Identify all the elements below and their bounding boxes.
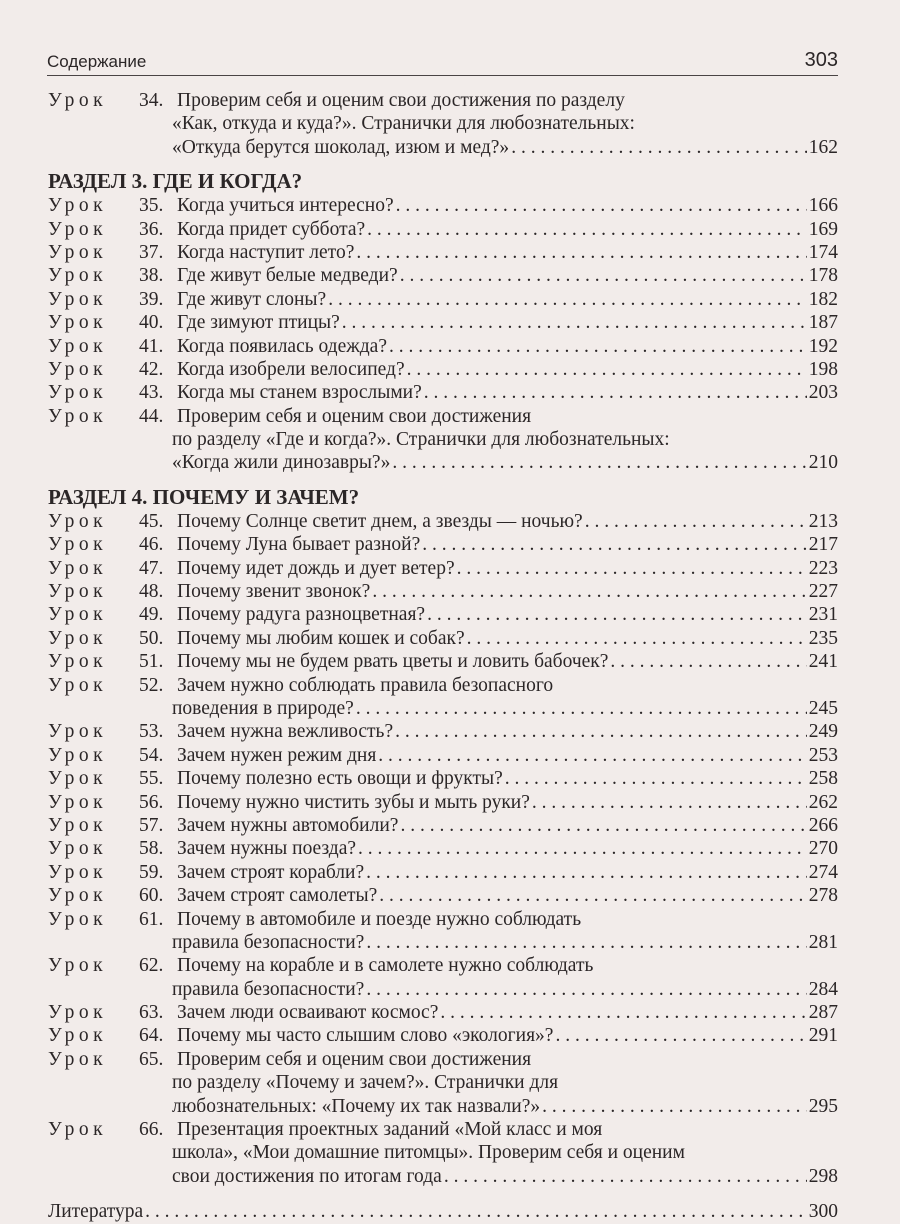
page-number: 162 <box>808 136 838 158</box>
lesson-number: 61. <box>139 908 164 930</box>
lesson-number: 45. <box>139 510 164 532</box>
toc-entry <box>48 791 838 814</box>
toc-entry <box>48 405 838 475</box>
entry-line <box>48 1024 838 1047</box>
entry-line <box>48 603 838 626</box>
entry-title: Где зимуют птицы? <box>177 312 340 334</box>
page-number: 281 <box>808 931 838 953</box>
entry-title: Когда изобрели велосипед? <box>177 358 405 380</box>
entry-line <box>48 510 838 533</box>
dot-leader <box>511 136 807 159</box>
lesson-number: 57. <box>139 814 164 836</box>
lesson-number: 43. <box>139 382 164 404</box>
entry-title: Когда появилась одежда? <box>177 335 387 357</box>
entry-line <box>48 241 838 264</box>
page-number: 227 <box>808 581 838 603</box>
entry-title: Зачем нужна вежливость? <box>177 721 394 743</box>
lesson-number: 36. <box>139 218 164 240</box>
entry-line <box>48 767 838 790</box>
entry-title: Зачем строят корабли? <box>177 861 365 883</box>
page-number: 241 <box>808 651 838 673</box>
lesson-label: Урок <box>48 768 108 790</box>
page-number: 210 <box>808 452 838 474</box>
entry-title: по разделу «Почему и зачем?». Странички для <box>172 1072 559 1094</box>
dot-leader <box>424 381 807 404</box>
lesson-number: 65. <box>139 1048 164 1070</box>
lesson-number: 63. <box>139 1002 164 1024</box>
lesson-number: 55. <box>139 768 164 790</box>
toc-entry <box>48 1001 838 1024</box>
dot-leader <box>389 335 807 358</box>
lesson-number: 37. <box>139 241 164 263</box>
lesson-number: 59. <box>139 861 164 883</box>
dot-leader <box>444 1165 807 1188</box>
toc-entry <box>48 381 838 404</box>
entry-title: Когда наступит лето? <box>177 241 355 263</box>
toc-entry <box>48 603 838 626</box>
lesson-number: 64. <box>139 1025 164 1047</box>
entry-line <box>48 744 838 767</box>
lesson-number: 48. <box>139 581 164 603</box>
lesson-label: Урок <box>48 721 108 743</box>
page-number: 266 <box>808 814 838 836</box>
entry-title: «Как, откуда и куда?». Странички для любознательных: <box>172 113 635 135</box>
lesson-label: Урок <box>48 1025 108 1047</box>
lesson-number: 41. <box>139 335 164 357</box>
entry-line <box>48 627 838 650</box>
toc-entry <box>48 861 838 884</box>
dot-leader <box>396 194 807 217</box>
lesson-label: Урок <box>48 604 108 626</box>
entry-title: Зачем строят самолеты? <box>177 885 378 907</box>
dot-leader <box>542 1095 807 1118</box>
dot-leader <box>532 791 807 814</box>
lesson-number: 38. <box>139 265 164 287</box>
lesson-label: Урок <box>48 791 108 813</box>
dot-leader <box>395 720 807 743</box>
page-number: 274 <box>808 861 838 883</box>
header-title: Содержание <box>47 52 147 71</box>
entry-line <box>48 451 838 474</box>
lesson-number: 39. <box>139 288 164 310</box>
page-number: 258 <box>808 768 838 790</box>
toc-entry <box>48 744 838 767</box>
entry-title: Почему мы любим кошек и собак? <box>177 627 465 649</box>
entry-title: Когда придет суббота? <box>177 218 366 240</box>
page-number: 223 <box>808 557 838 579</box>
entry-line <box>48 1001 838 1024</box>
entry-title: Почему мы не будем рвать цветы и ловить бабочек? <box>177 651 609 673</box>
toc-entry <box>48 674 838 721</box>
dot-leader <box>400 264 807 287</box>
running-header <box>47 44 838 76</box>
entry-line <box>48 194 838 217</box>
entry-title: Почему мы часто слышим слово «экология»? <box>177 1025 554 1047</box>
lesson-label: Урок <box>48 814 108 836</box>
toc-entry <box>48 1048 838 1118</box>
toc-entry <box>48 510 838 533</box>
toc-entry <box>48 767 838 790</box>
toc-entry <box>48 533 838 556</box>
entry-line <box>48 1141 838 1164</box>
page-number: 253 <box>808 744 838 766</box>
toc-entry <box>48 837 838 860</box>
dot-leader <box>505 767 807 790</box>
lesson-number: 66. <box>139 1119 164 1141</box>
lesson-number: 44. <box>139 405 164 427</box>
entry-line <box>48 931 838 954</box>
page-number: 192 <box>808 335 838 357</box>
lesson-number: 40. <box>139 312 164 334</box>
entry-title: Почему радуга разноцветная? <box>177 604 426 626</box>
page-number: 270 <box>808 838 838 860</box>
page-number: 203 <box>808 382 838 404</box>
entry-line <box>48 218 838 241</box>
toc-entry <box>48 650 838 673</box>
dot-leader <box>328 288 807 311</box>
lesson-label: Урок <box>48 838 108 860</box>
toc-entry <box>48 89 838 159</box>
dot-leader <box>366 861 807 884</box>
dot-leader <box>585 510 807 533</box>
page-number: 245 <box>808 697 838 719</box>
dot-leader <box>372 580 806 603</box>
dot-leader <box>422 533 806 556</box>
lesson-number: 46. <box>139 534 164 556</box>
lesson-number: 62. <box>139 955 164 977</box>
toc-entry <box>48 358 838 381</box>
dot-leader <box>367 218 807 241</box>
dot-leader <box>457 557 807 580</box>
section-heading: РАЗДЕЛ 4. ПОЧЕМУ И ЗАЧЕМ? <box>48 484 360 509</box>
header-page-number: 303 <box>804 49 838 71</box>
toc-entry <box>48 1118 838 1188</box>
lesson-label: Урок <box>48 744 108 766</box>
dot-leader <box>379 884 806 907</box>
entry-line <box>48 791 838 814</box>
lesson-number: 42. <box>139 358 164 380</box>
entry-line <box>48 814 838 837</box>
lesson-label: Урок <box>48 955 108 977</box>
entry-title: Почему Луна бывает разной? <box>177 534 421 556</box>
lesson-label: Урок <box>48 627 108 649</box>
page-number: 249 <box>808 721 838 743</box>
dot-leader <box>145 1200 807 1223</box>
entry-title: Проверим себя и оценим свои достижения по разделу <box>177 90 625 111</box>
lesson-number: 54. <box>139 744 164 766</box>
entry-title: Когда учиться интересно? <box>177 195 394 217</box>
lesson-number: 47. <box>139 557 164 579</box>
entry-line <box>48 136 838 159</box>
page-number: 284 <box>808 978 838 1000</box>
dot-leader <box>358 837 807 860</box>
page-number: 174 <box>808 241 838 263</box>
toc-entry <box>48 627 838 650</box>
page-number: 262 <box>808 791 838 813</box>
page-number: 169 <box>808 218 838 240</box>
entry-title: правила безопасности? <box>172 978 365 1000</box>
dot-leader <box>407 358 807 381</box>
toc-entry <box>48 884 838 907</box>
lesson-label: Урок <box>48 651 108 673</box>
page-number: 291 <box>808 1025 838 1047</box>
entry-title: Литература <box>48 1201 144 1223</box>
entry-line <box>48 1095 838 1118</box>
toc-entry <box>48 1024 838 1047</box>
entry-line <box>48 720 838 743</box>
section-heading: РАЗДЕЛ 3. ГДЕ И КОГДА? <box>48 169 303 194</box>
entry-title: школа», «Мои домашние питомцы». Проверим себя и оценим <box>172 1142 685 1164</box>
lesson-label: Урок <box>48 1048 108 1070</box>
entry-title: Презентация проектных заданий «Мой класс и моя <box>177 1119 603 1141</box>
entry-line <box>48 405 838 428</box>
toc-entry <box>48 954 838 1001</box>
entry-line <box>48 1048 838 1071</box>
entry-title: Зачем нужен режим дня <box>177 744 377 766</box>
lesson-number: 51. <box>139 651 164 673</box>
page-number: 166 <box>808 195 838 217</box>
lesson-label: Урок <box>48 382 108 404</box>
entry-title: «Когда жили динозавры?» <box>172 452 391 474</box>
entry-title: правила безопасности? <box>172 931 365 953</box>
entry-title: Почему нужно чистить зубы и мыть руки? <box>177 791 530 813</box>
page-number: 217 <box>808 534 838 556</box>
lesson-number: 56. <box>139 791 164 813</box>
page-number: 187 <box>808 312 838 334</box>
lesson-label: Урок <box>48 335 108 357</box>
entry-title: Проверим себя и оценим свои достижения <box>177 405 532 427</box>
entry-title: свои достижения по итогам года <box>172 1165 442 1187</box>
page-number: 300 <box>808 1201 838 1223</box>
dot-leader <box>400 814 806 837</box>
page-number: 213 <box>808 510 838 532</box>
entry-line <box>48 381 838 404</box>
toc-entry <box>48 908 838 955</box>
entry-title: Где живут слоны? <box>177 288 327 310</box>
toc-entry <box>48 335 838 358</box>
toc-entry <box>48 264 838 287</box>
entry-line <box>48 264 838 287</box>
toc-entry <box>48 194 838 217</box>
lesson-label: Урок <box>48 581 108 603</box>
entry-title: поведения в природе? <box>172 697 354 719</box>
lesson-number: 50. <box>139 627 164 649</box>
entry-line <box>48 89 838 112</box>
entry-title: Где живут белые медведи? <box>177 265 398 287</box>
lesson-label: Урок <box>48 241 108 263</box>
entry-line <box>48 112 838 135</box>
entry-line <box>48 311 838 334</box>
dot-leader <box>342 311 807 334</box>
lesson-number: 58. <box>139 838 164 860</box>
dot-leader <box>610 650 806 673</box>
toc-entry <box>48 557 838 580</box>
lesson-label: Урок <box>48 405 108 427</box>
dot-leader <box>356 241 806 264</box>
entry-line <box>48 908 838 931</box>
entry-line <box>48 978 838 1001</box>
dot-leader <box>467 627 807 650</box>
dot-leader <box>356 697 807 720</box>
page-number: 287 <box>808 1002 838 1024</box>
toc-entry <box>48 241 838 264</box>
lesson-number: 60. <box>139 885 164 907</box>
lesson-label: Урок <box>48 674 108 696</box>
lesson-label: Урок <box>48 885 108 907</box>
entry-line <box>48 533 838 556</box>
lesson-label: Урок <box>48 557 108 579</box>
entry-title: Когда мы станем взрослыми? <box>177 382 422 404</box>
entry-title: любознательных: «Почему их так назвали?» <box>172 1095 541 1117</box>
lesson-number: 53. <box>139 721 164 743</box>
lesson-number: 52. <box>139 674 164 696</box>
entry-line <box>48 580 838 603</box>
table-of-contents <box>48 89 838 1224</box>
lesson-label: Урок <box>48 218 108 240</box>
entry-line <box>48 954 838 977</box>
page-number: 298 <box>808 1165 838 1187</box>
lesson-label: Урок <box>48 265 108 287</box>
toc-entry <box>48 288 838 311</box>
lesson-label: Урок <box>48 510 108 532</box>
toc-entry <box>48 580 838 603</box>
entry-line <box>48 884 838 907</box>
entry-title: Зачем нужны автомобили? <box>177 814 399 836</box>
entry-line <box>48 1071 838 1094</box>
lesson-label: Урок <box>48 358 108 380</box>
entry-line <box>48 335 838 358</box>
entry-title: Почему идет дождь и дует ветер? <box>177 557 455 579</box>
lesson-number: 35. <box>139 195 164 217</box>
entry-title: «Откуда берутся шоколад, изюм и мед?» <box>172 136 510 158</box>
lesson-label: Урок <box>48 534 108 556</box>
toc-entry <box>48 311 838 334</box>
dot-leader <box>366 978 806 1001</box>
dot-leader <box>378 744 806 767</box>
lesson-label: Урок <box>48 861 108 883</box>
entry-line <box>48 1118 838 1141</box>
entry-title: Почему полезно есть овощи и фрукты? <box>177 768 503 790</box>
entry-title: Зачем люди осваивают космос? <box>177 1002 439 1024</box>
entry-title: Почему Солнце светит днем, а звезды — ночью? <box>177 510 583 532</box>
dot-leader <box>440 1001 806 1024</box>
entry-line <box>48 861 838 884</box>
dot-leader <box>427 603 807 626</box>
entry-title: Почему на корабле и в самолете нужно соблюдать <box>177 955 594 977</box>
dot-leader <box>366 931 806 954</box>
page-number: 235 <box>808 627 838 649</box>
lesson-label: Урок <box>48 1119 108 1141</box>
entry-title: по разделу «Где и когда?». Странички для любознательных: <box>172 429 670 451</box>
entry-title: Зачем нужны поезда? <box>177 838 357 860</box>
entry-line <box>48 428 838 451</box>
page-number: 295 <box>808 1095 838 1117</box>
toc-entry <box>48 814 838 837</box>
entry-line <box>48 650 838 673</box>
entry-line <box>48 674 838 697</box>
entry-title: Почему в автомобиле и поезде нужно соблюдать <box>177 908 582 930</box>
entry-line <box>48 1165 838 1188</box>
lesson-number: 34. <box>139 90 164 111</box>
toc-entry <box>48 720 838 743</box>
lesson-label: Урок <box>48 90 108 111</box>
entry-line <box>48 288 838 311</box>
entry-title: Почему звенит звонок? <box>177 581 371 603</box>
lesson-label: Урок <box>48 195 108 217</box>
page-number: 182 <box>808 288 838 310</box>
entry-title: Зачем нужно соблюдать правила безопасного <box>177 674 554 696</box>
dot-leader <box>392 451 806 474</box>
lesson-number: 49. <box>139 604 164 626</box>
lesson-label: Урок <box>48 1002 108 1024</box>
page-number: 278 <box>808 885 838 907</box>
page-number: 178 <box>808 265 838 287</box>
entry-line <box>48 358 838 381</box>
toc-entry <box>48 218 838 241</box>
page-number: 231 <box>808 604 838 626</box>
entry-title: Проверим себя и оценим свои достижения <box>177 1048 532 1070</box>
page-number: 198 <box>808 358 838 380</box>
lesson-label: Урок <box>48 908 108 930</box>
toc-entry-literature <box>48 1200 838 1223</box>
entry-line <box>48 837 838 860</box>
lesson-label: Урок <box>48 288 108 310</box>
entry-line <box>48 557 838 580</box>
dot-leader <box>555 1024 806 1047</box>
lesson-label: Урок <box>48 312 108 334</box>
entry-line <box>48 697 838 720</box>
